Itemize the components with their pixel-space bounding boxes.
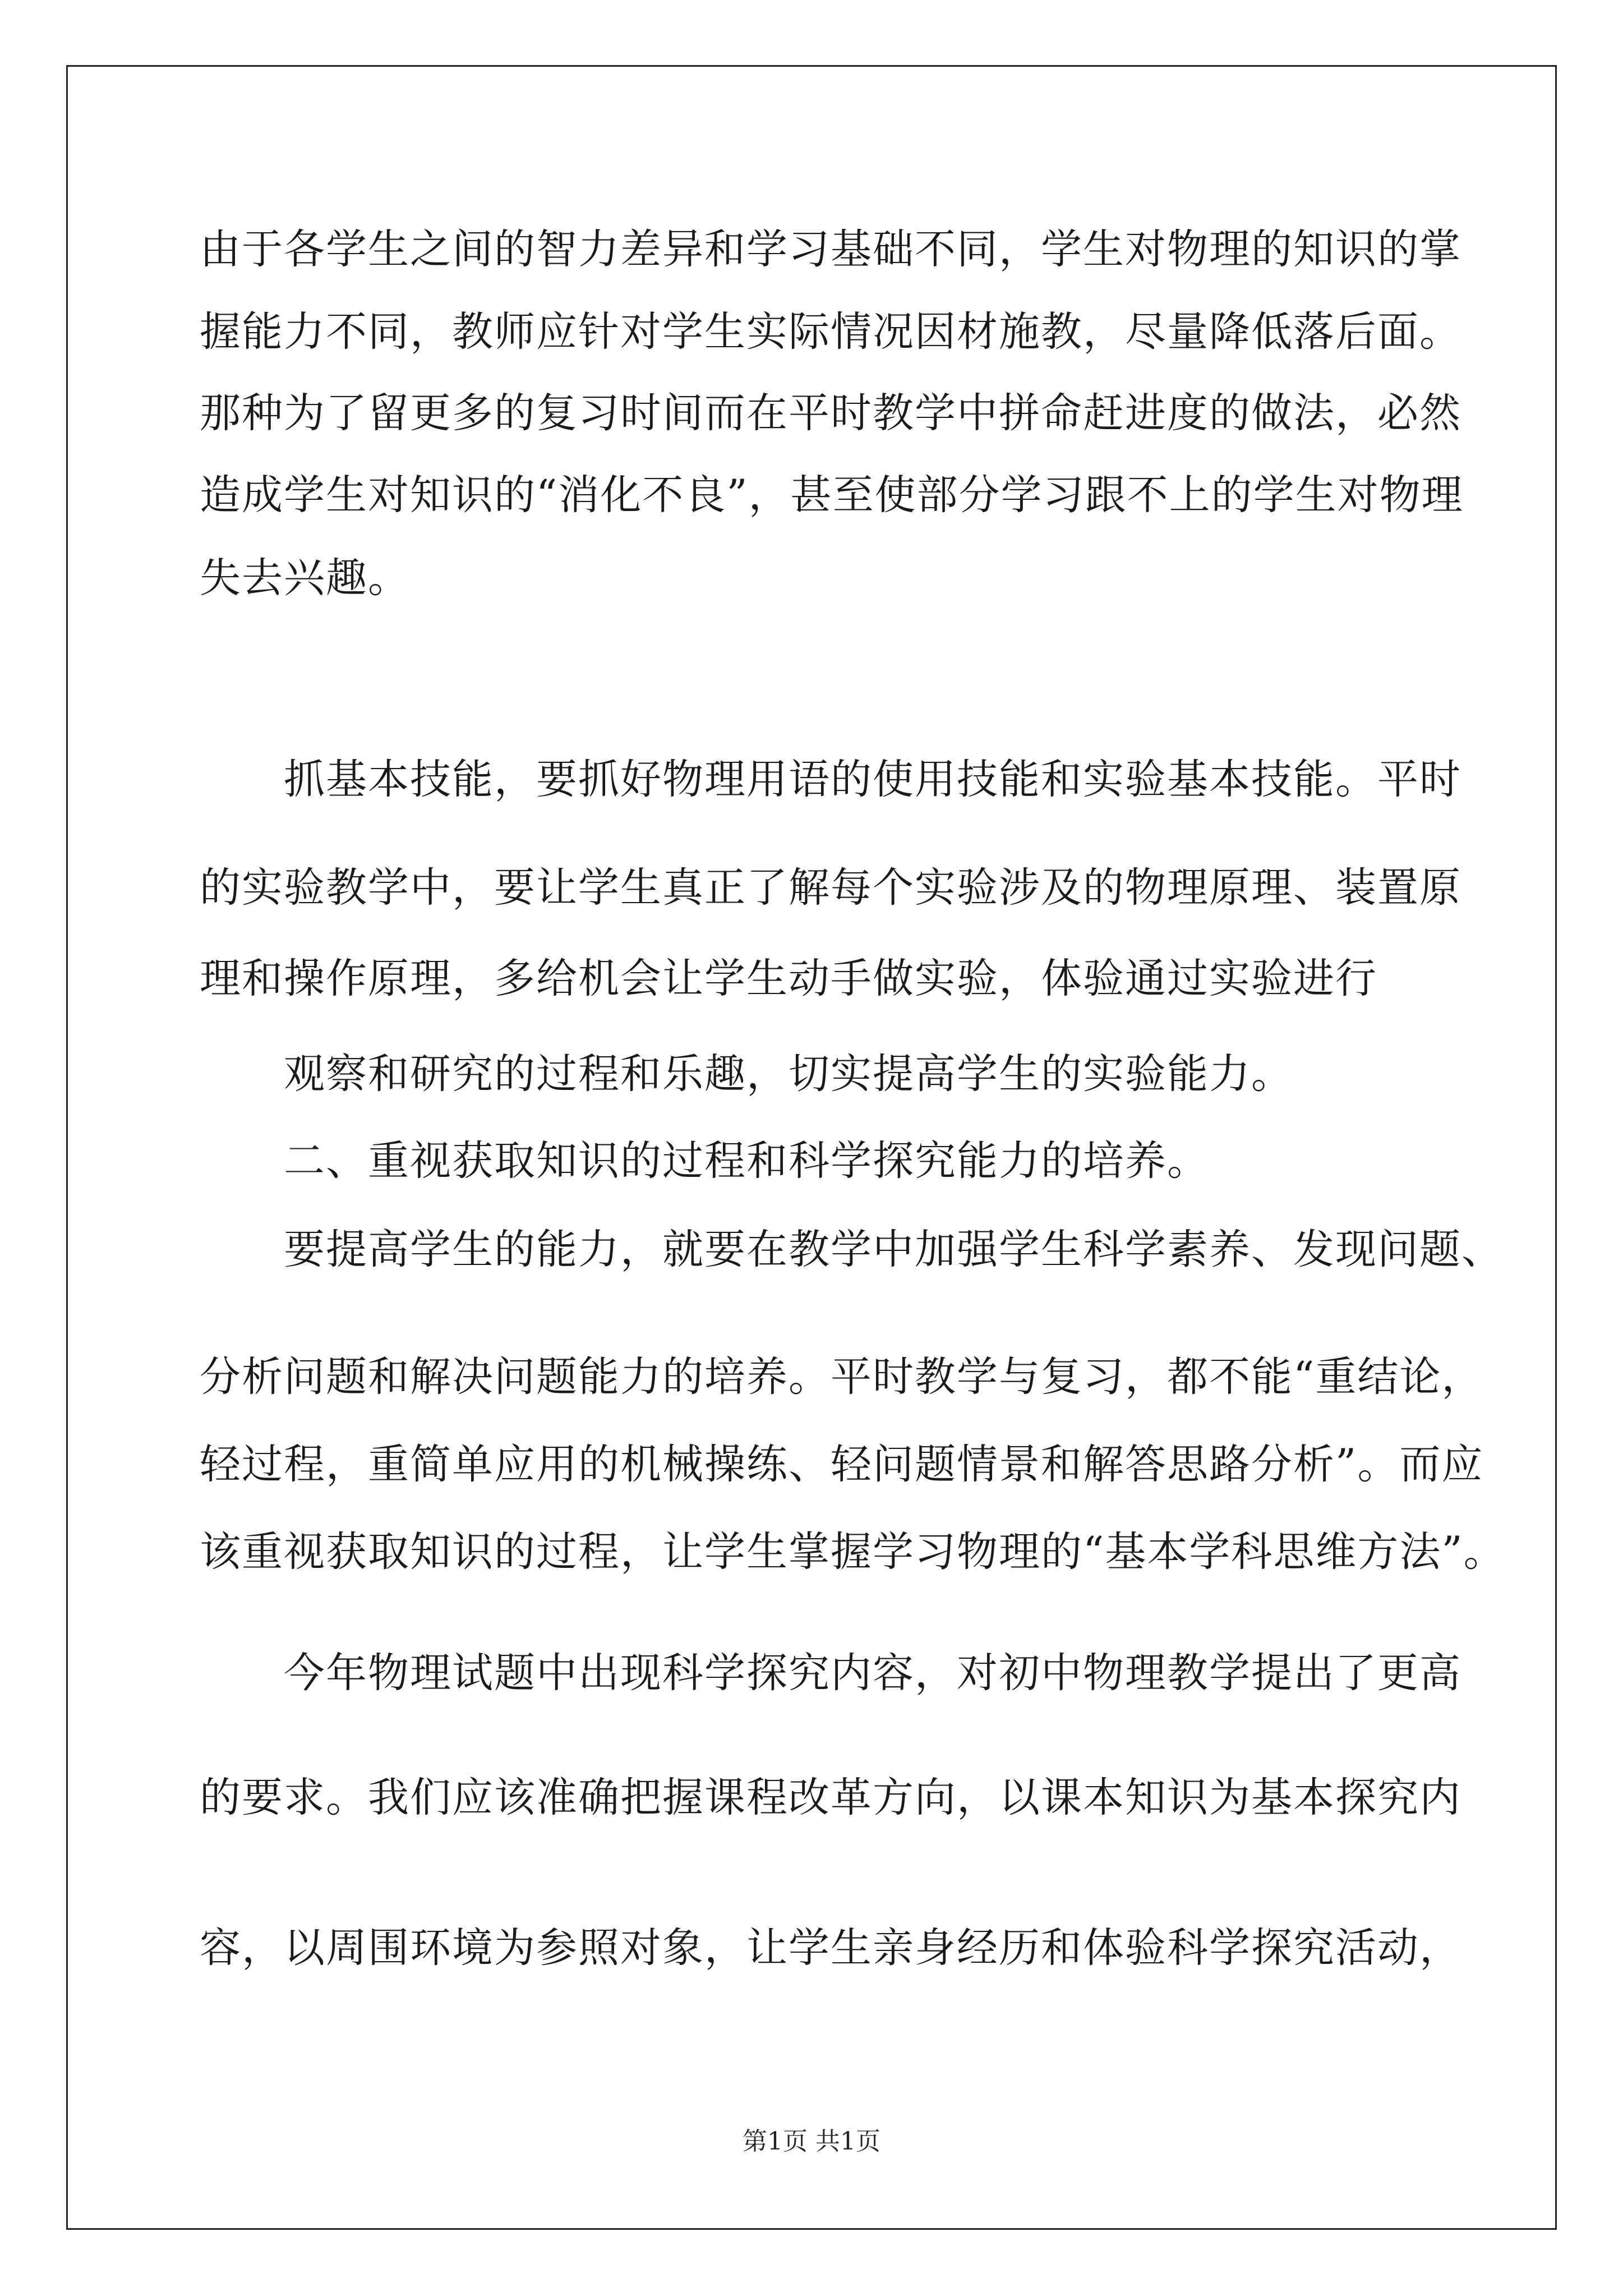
text-line: 容，以周围环境为参照对象，让学生亲身经历和体验科学探究活动， — [200, 1924, 1461, 1972]
text-line: 抓基本技能，要抓好物理用语的使用技能和实验基本技能。平时 — [284, 756, 1461, 803]
text-line: 该重视获取知识的过程，让学生掌握学习物理的“基本学科思维方法”。 — [200, 1528, 1506, 1576]
text-line: 分析问题和解决问题能力的培养。平时教学与复习，都不能“重结论， — [200, 1353, 1484, 1401]
text-line: 失去兴趣。 — [200, 554, 410, 602]
text-line: 那种为了留更多的复习时间而在平时教学中拼命赶进度的做法，必然 — [200, 389, 1461, 437]
text-line: 造成学生对知识的“消化不良”，甚至使部分学习跟不上的学生对物理 — [200, 471, 1464, 519]
text-line: 观察和研究的过程和乐趣，切实提高学生的实验能力。 — [284, 1050, 1293, 1098]
text-line: 的实验教学中，要让学生真正了解每个实验涉及的物理原理、装置原 — [200, 864, 1461, 912]
text-line: 由于各学生之间的智力差异和学习基础不同，学生对物理的知识的掌 — [200, 226, 1461, 273]
text-line: 的要求。我们应该准确把握课程改革方向，以课本知识为基本探究内 — [200, 1774, 1461, 1821]
text-line: 轻过程，重简单应用的机械操练、轻问题情景和解答思路分析”。而应 — [200, 1441, 1484, 1488]
text-line: 理和操作原理，多给机会让学生动手做实验，体验通过实验进行 — [200, 955, 1377, 1002]
text-line: 今年物理试题中出现科学探究内容，对初中物理教学提出了更高 — [284, 1649, 1461, 1697]
text-line: 二、重视获取知识的过程和科学探究能力的培养。 — [284, 1137, 1209, 1185]
text-line: 握能力不同，教师应针对学生实际情况因材施教，尽量降低落后面。 — [200, 308, 1461, 356]
page-number: 第1页 共1页 — [743, 2127, 880, 2156]
text-line: 要提高学生的能力，就要在教学中加强学生科学素养、发现问题、 — [284, 1226, 1504, 1273]
